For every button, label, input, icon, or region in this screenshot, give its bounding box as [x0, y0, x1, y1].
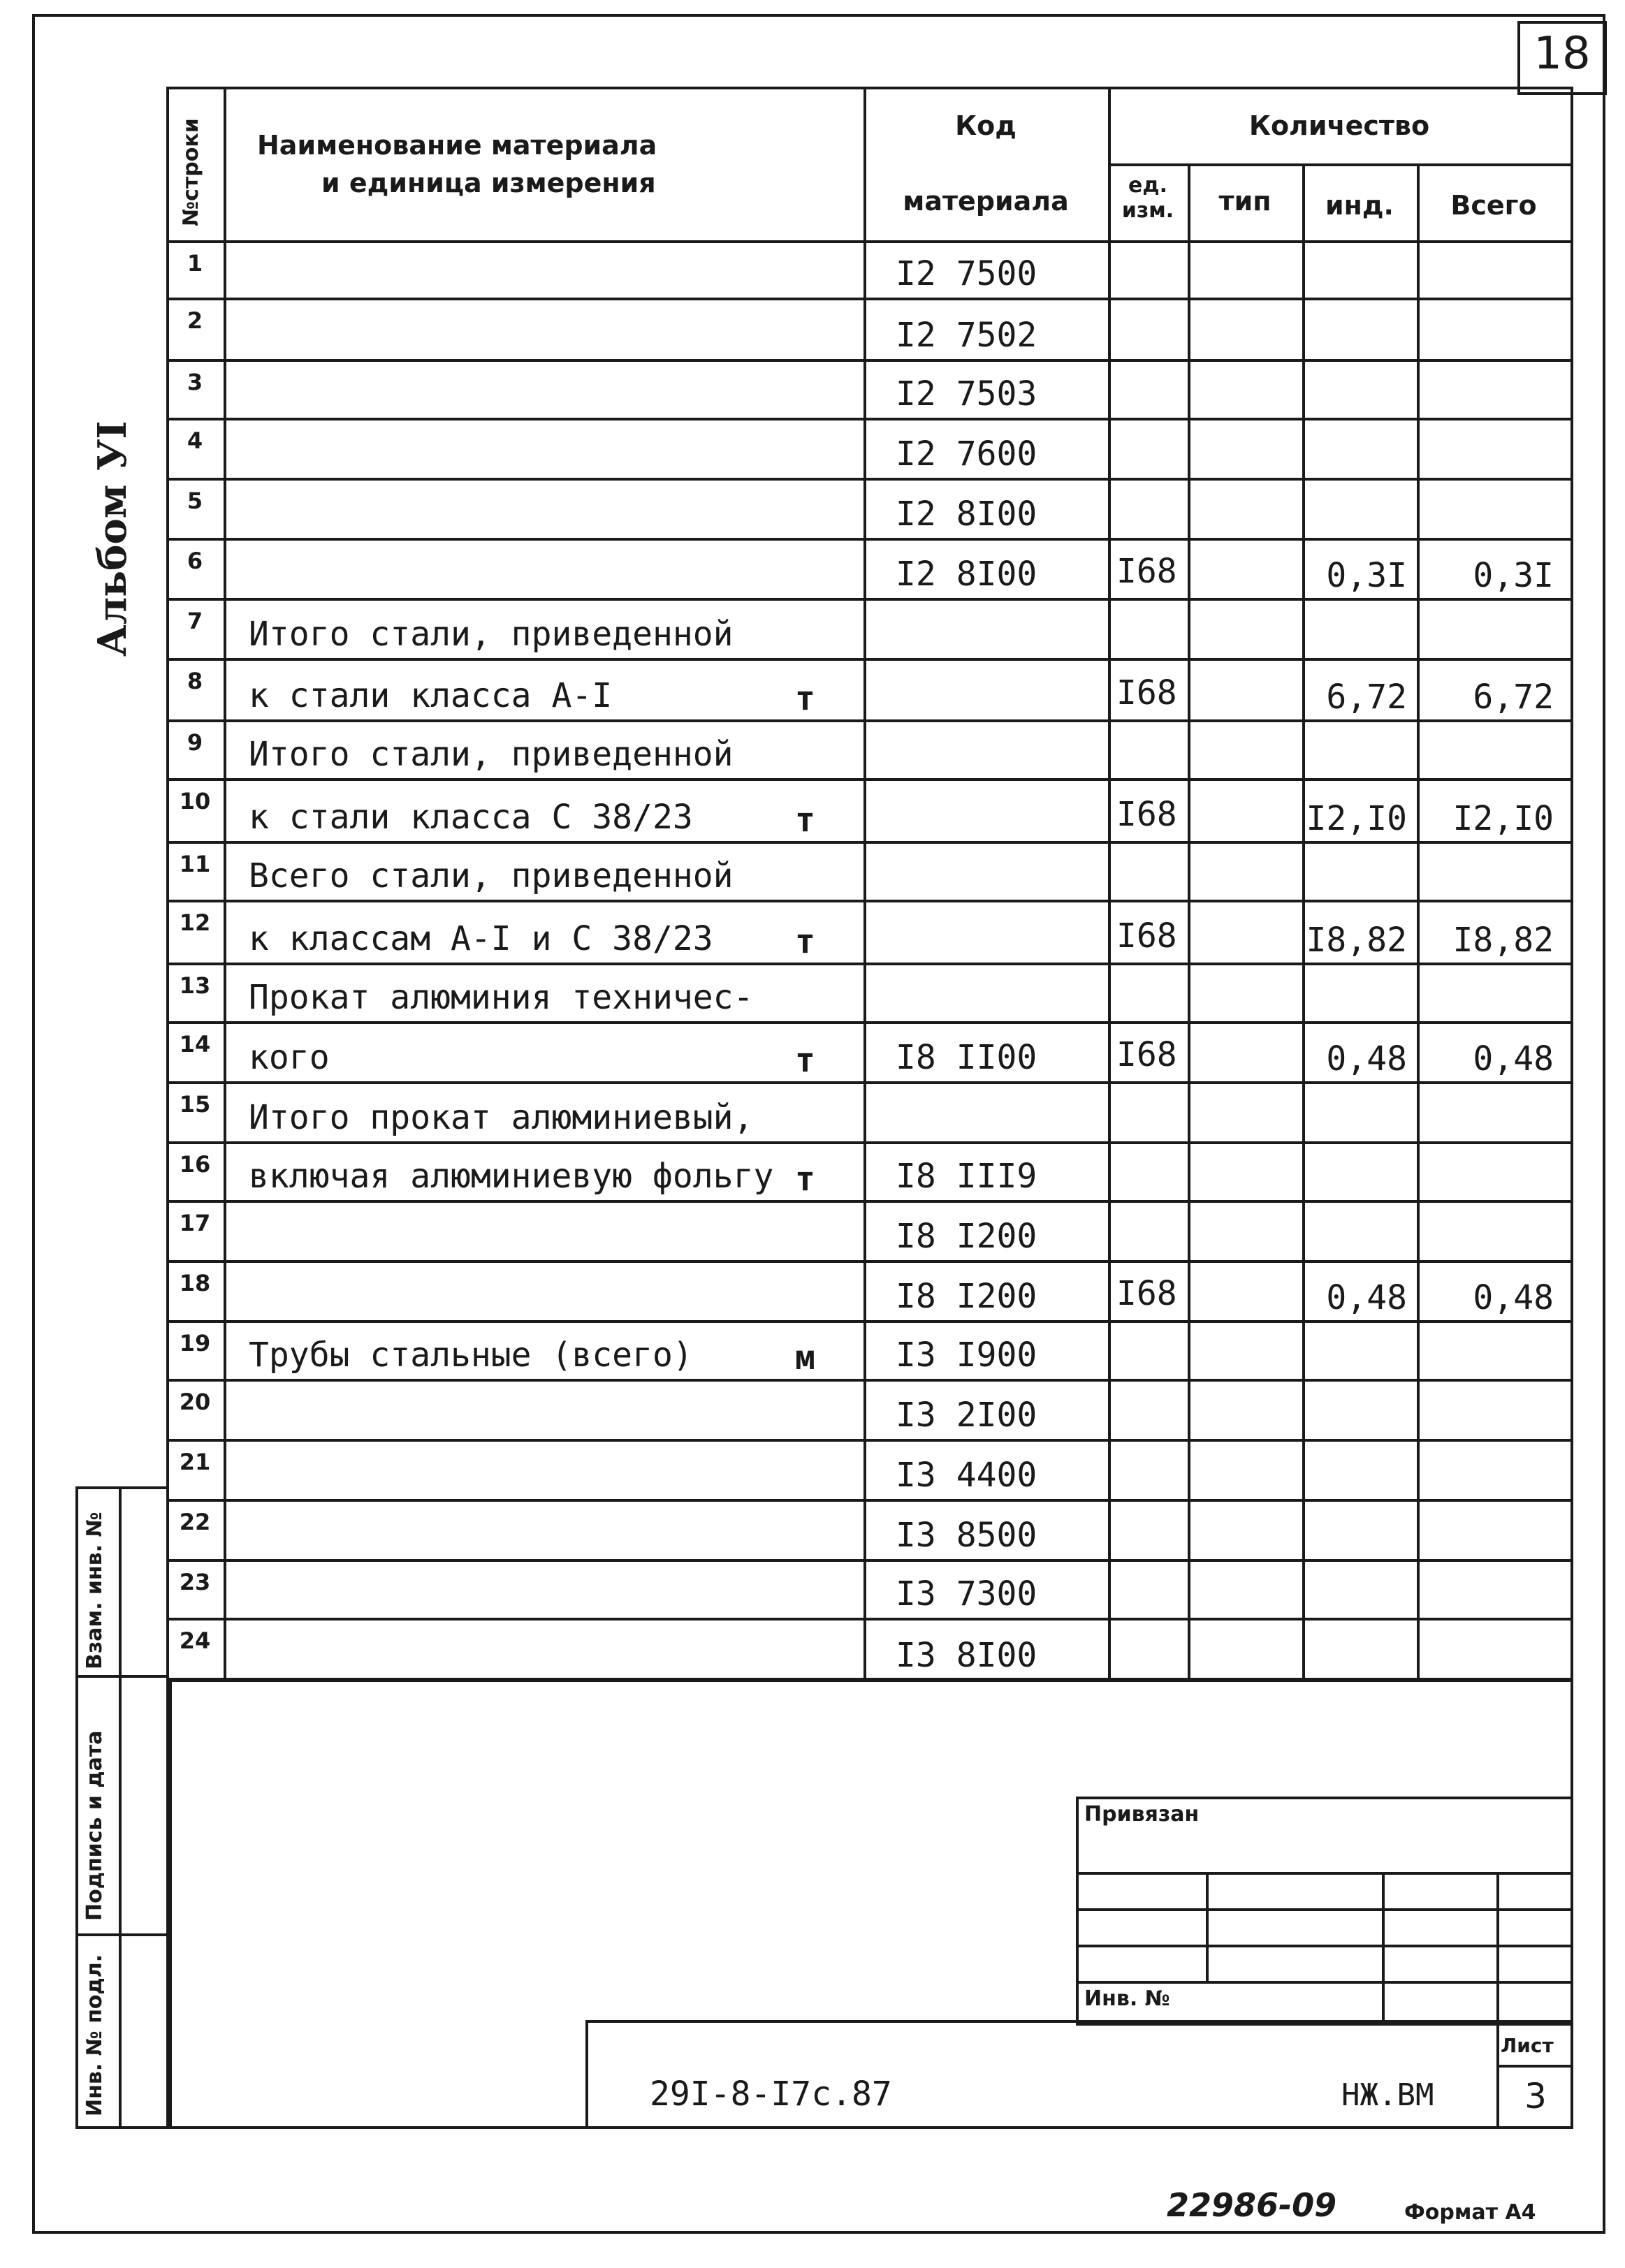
material-code: I2 8I00: [896, 555, 1037, 594]
type-header: тип: [1218, 186, 1271, 217]
total-value: I2,I0: [1452, 799, 1554, 838]
material-code: I3 8500: [896, 1516, 1037, 1555]
unit-letter: т: [795, 1159, 815, 1199]
row-number: 1: [187, 250, 203, 277]
row-number: 17: [179, 1210, 211, 1236]
row-number: 18: [179, 1270, 211, 1296]
page-number: 18: [1533, 28, 1591, 80]
material-code: I8 II00: [896, 1038, 1037, 1077]
ind-value: 0,3I: [1326, 556, 1407, 595]
row-number: 9: [187, 729, 203, 756]
material-name: Трубы стальные (всего): [249, 1336, 693, 1375]
archive-number: 22986-09: [1167, 2186, 1337, 2224]
unit-letter: м: [795, 1338, 815, 1377]
total-value: I8,82: [1452, 921, 1554, 960]
row-number: 24: [179, 1627, 211, 1654]
ind-header: инд.: [1325, 190, 1394, 221]
row-number: 10: [179, 788, 211, 814]
total-value: 0,48: [1473, 1039, 1554, 1078]
row-number: 16: [179, 1151, 211, 1178]
ind-value: I2,I0: [1306, 799, 1407, 838]
material-name: к классам А-I и С 38/23: [249, 919, 713, 958]
list-label: Лист: [1501, 2034, 1554, 2057]
doc-code: 29I-8-I7с.87: [650, 2075, 892, 2114]
material-name: к стали класса А-I: [249, 676, 613, 715]
material-code: I2 8I00: [896, 495, 1037, 534]
row-number: 2: [187, 307, 203, 334]
row-number: 12: [179, 909, 211, 936]
row-number: 19: [179, 1330, 211, 1356]
row-number: 15: [179, 1091, 211, 1118]
ind-value: 0,48: [1326, 1039, 1407, 1078]
material-name: Всего стали, приведенной: [249, 856, 734, 895]
total-header: Всего: [1450, 190, 1537, 221]
album-label: Альбом УI: [89, 420, 136, 657]
row-number: 21: [179, 1449, 211, 1475]
unit-letter: т: [795, 800, 815, 840]
total-value: 0,3I: [1473, 556, 1554, 595]
material-name: Прокат алюминия техничес-: [249, 978, 754, 1017]
row-number: 14: [179, 1031, 211, 1058]
row-number: 3: [187, 369, 203, 395]
material-code: I8 I200: [896, 1217, 1037, 1256]
material-name: кого: [249, 1038, 330, 1077]
vzam-label: Взам. инв. №: [82, 1512, 107, 1669]
material-code: I3 4400: [896, 1456, 1037, 1495]
material-header: материала: [903, 186, 1069, 217]
format-label: Формат А4: [1404, 2200, 1536, 2225]
row-number: 8: [187, 668, 203, 694]
row-number: 13: [179, 972, 211, 999]
row-number: 6: [187, 548, 203, 574]
material-code: I3 2I00: [896, 1396, 1037, 1435]
row-number-header: №строки: [179, 118, 203, 226]
total-value: 0,48: [1473, 1278, 1554, 1317]
materials-table: [166, 87, 1571, 1679]
material-name: Итого прокат алюминиевый,: [249, 1098, 754, 1137]
unit-letter: т: [795, 679, 815, 718]
material-code: I2 7600: [896, 434, 1037, 474]
material-code: I3 7300: [896, 1574, 1037, 1614]
row-number: 20: [179, 1389, 211, 1415]
unit-code: I68: [1116, 1035, 1177, 1074]
unit-letter: т: [795, 1041, 815, 1080]
material-name: Итого стали, приведенной: [249, 615, 734, 654]
unit-header-line2: изм.: [1121, 198, 1174, 223]
material-name: к стали класса С 38/23: [249, 798, 693, 837]
ind-value: 0,48: [1326, 1278, 1407, 1317]
name-header-line1: Наименование материала: [257, 130, 657, 161]
quantity-header: Количество: [1248, 110, 1430, 141]
material-code: I3 8I00: [896, 1636, 1037, 1675]
row-number: 4: [187, 427, 203, 454]
material-code: I2 7500: [896, 254, 1037, 293]
row-number: 7: [187, 608, 203, 634]
row-number: 11: [179, 851, 211, 877]
unit-header-line1: ед.: [1128, 173, 1167, 198]
ind-value: I8,82: [1306, 921, 1407, 960]
privyazan-label: Привязан: [1084, 1802, 1200, 1827]
name-header-line2: и единица измерения: [321, 168, 656, 198]
inv-no-label: Инв. №: [1084, 1987, 1170, 2011]
material-name: включая алюминиевую фольгу: [249, 1157, 774, 1196]
unit-code: I68: [1116, 916, 1177, 956]
unit-code: I68: [1116, 795, 1177, 834]
podpis-label: Подпись и дата: [82, 1730, 107, 1921]
row-number: 5: [187, 488, 203, 514]
material-code: I3 I900: [896, 1336, 1037, 1375]
material-code: I8 III9: [896, 1157, 1037, 1196]
list-number: 3: [1524, 2076, 1547, 2116]
unit-code: I68: [1116, 673, 1177, 712]
unit-code: I68: [1116, 1274, 1177, 1313]
row-number: 22: [179, 1509, 211, 1535]
unit-letter: т: [795, 922, 815, 961]
inv-podl-label: Инв. № подл.: [82, 1954, 107, 2116]
material-code: I8 I200: [896, 1277, 1037, 1316]
total-value: 6,72: [1473, 678, 1554, 717]
code-header: Код: [955, 110, 1016, 141]
ind-value: 6,72: [1326, 678, 1407, 717]
unit-code: I68: [1116, 552, 1177, 591]
material-code: I2 7503: [896, 374, 1037, 414]
material-name: Итого стали, приведенной: [249, 735, 734, 774]
row-number: 23: [179, 1569, 211, 1595]
doc-suffix: НЖ.ВМ: [1341, 2077, 1434, 2113]
material-code: I2 7502: [896, 316, 1037, 355]
